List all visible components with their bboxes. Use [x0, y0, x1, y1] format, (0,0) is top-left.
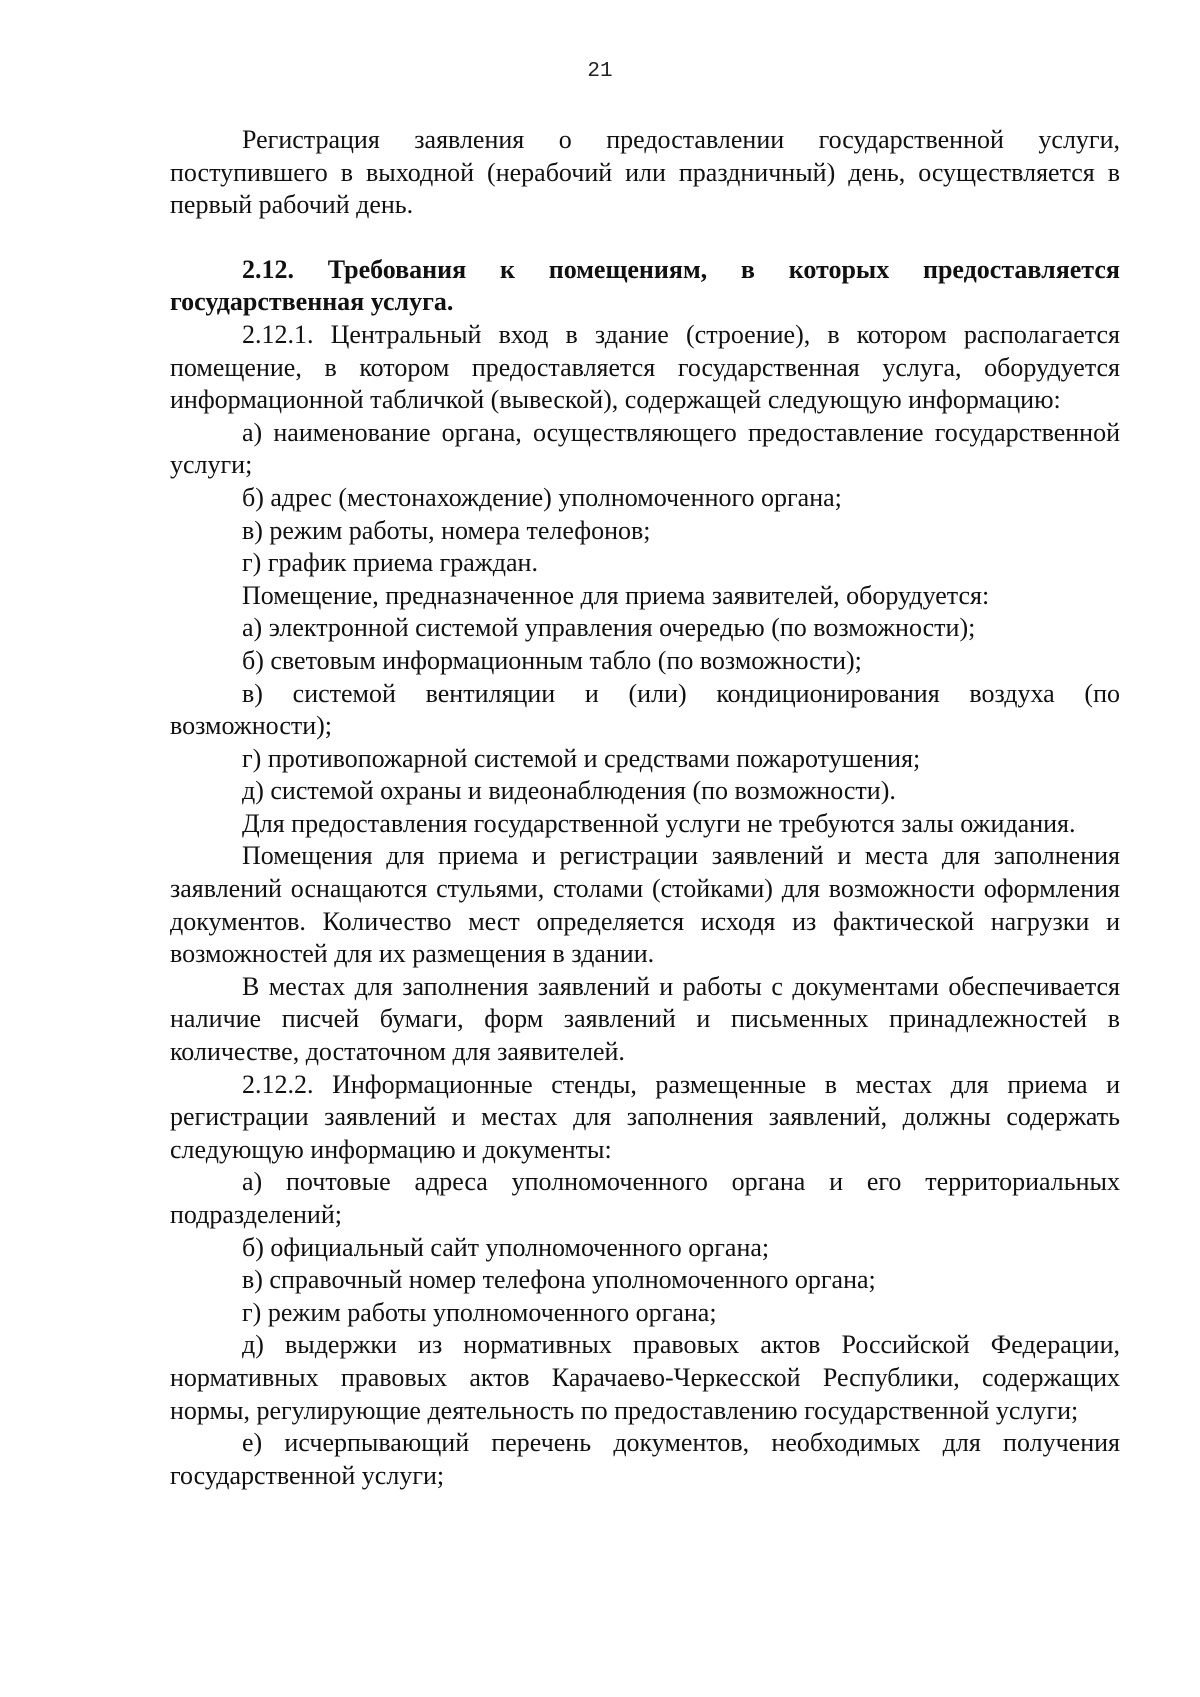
list-item-g-working-hours: г) режим работы уполномоченного органа;: [242, 1297, 717, 1327]
paragraph-waiting-halls: Для предоставления государственной услуги не требуются залы ожидания.: [242, 808, 1076, 838]
section-heading-2-12: 2.12. Требования к помещениям, в которых предоставляется государственная услуга.: [170, 254, 1120, 317]
paragraph-stationery: В местах для заполнения заявлений и работы с документами обеспечивается наличие писчей бумаги, форм заявлений и письменных принадлежностей в количестве, достаточном для заявителей.: [170, 971, 1120, 1067]
list-item-v-ventilation: в) системой вентиляции и (или) кондиционирования воздуха (по возможности);: [170, 678, 1120, 741]
list-item-g-reception: г) график приема граждан.: [242, 548, 538, 578]
list-item-d-legal-extracts: д) выдержки из нормативных правовых актов Российской Федерации, нормативных правовых актов Карачаево-Черкесской Республики, содержащих нормы, регулирующие деятельность по предоставлению государственной услуги;: [170, 1330, 1120, 1425]
list-item-b-info-board: б) световым информационным табло (по возможности);: [242, 645, 862, 675]
list-item-b-address: б) адрес (местонахождение) уполномоченного органа;: [242, 482, 842, 512]
page-number: 21: [587, 60, 613, 83]
paragraph-2-12-1: 2.12.1. Центральный вход в здание (строение), в котором располагается помещение, в котором предоставляется государственная услуга, оборудуется информационной табличкой (вывеской), содержащей следующую информацию:: [170, 319, 1120, 415]
list-item-v-phone: в) справочный номер телефона уполномоченного органа;: [242, 1265, 876, 1295]
paragraph-furniture: Помещения для приема и регистрации заявлений и места для заполнения заявлений оснащаются стульями, столами (стойками) для возможности оформления документов. Количество мест определяется исходя из фактической нагрузки и возможностей для их размещения в здании.: [170, 841, 1120, 969]
list-item-a-queue-system: а) электронной системой управления очередью (по возможности);: [242, 613, 976, 643]
paragraph-premises-equipment: Помещение, предназначенное для приема заявителей, оборудуется:: [242, 580, 990, 610]
document-body: [170, 124, 1120, 1492]
list-item-e-documents-list: е) исчерпывающий перечень документов, необходимых для получения государственной услуги;: [170, 1428, 1120, 1490]
list-item-a-postal-addresses: а) почтовые адреса уполномоченного органа и его территориальных подразделений;: [170, 1167, 1120, 1229]
list-item-d-security: д) системой охраны и видеонаблюдения (по возможности).: [242, 776, 896, 806]
list-item-b-website: б) официальный сайт уполномоченного органа;: [242, 1232, 770, 1262]
list-item-a-name: а) наименование органа, осуществляющего предоставление государственной услуги;: [170, 417, 1120, 480]
paragraph-registration: Регистрация заявления о предоставлении государственной услуги, поступившего в выходной (нерабочий или праздничный) день, осуществляется в первый рабочий день.: [170, 125, 1120, 220]
list-item-v-schedule: в) режим работы, номера телефонов;: [242, 515, 651, 545]
paragraph-2-12-2: 2.12.2. Информационные стенды, размещенные в местах для приема и регистрации заявлений и местах для заполнения заявлений, должны содержать следующую информацию и документы:: [170, 1069, 1120, 1164]
list-item-g-fire-safety: г) противопожарной системой и средствами пожаротушения;: [242, 743, 921, 773]
